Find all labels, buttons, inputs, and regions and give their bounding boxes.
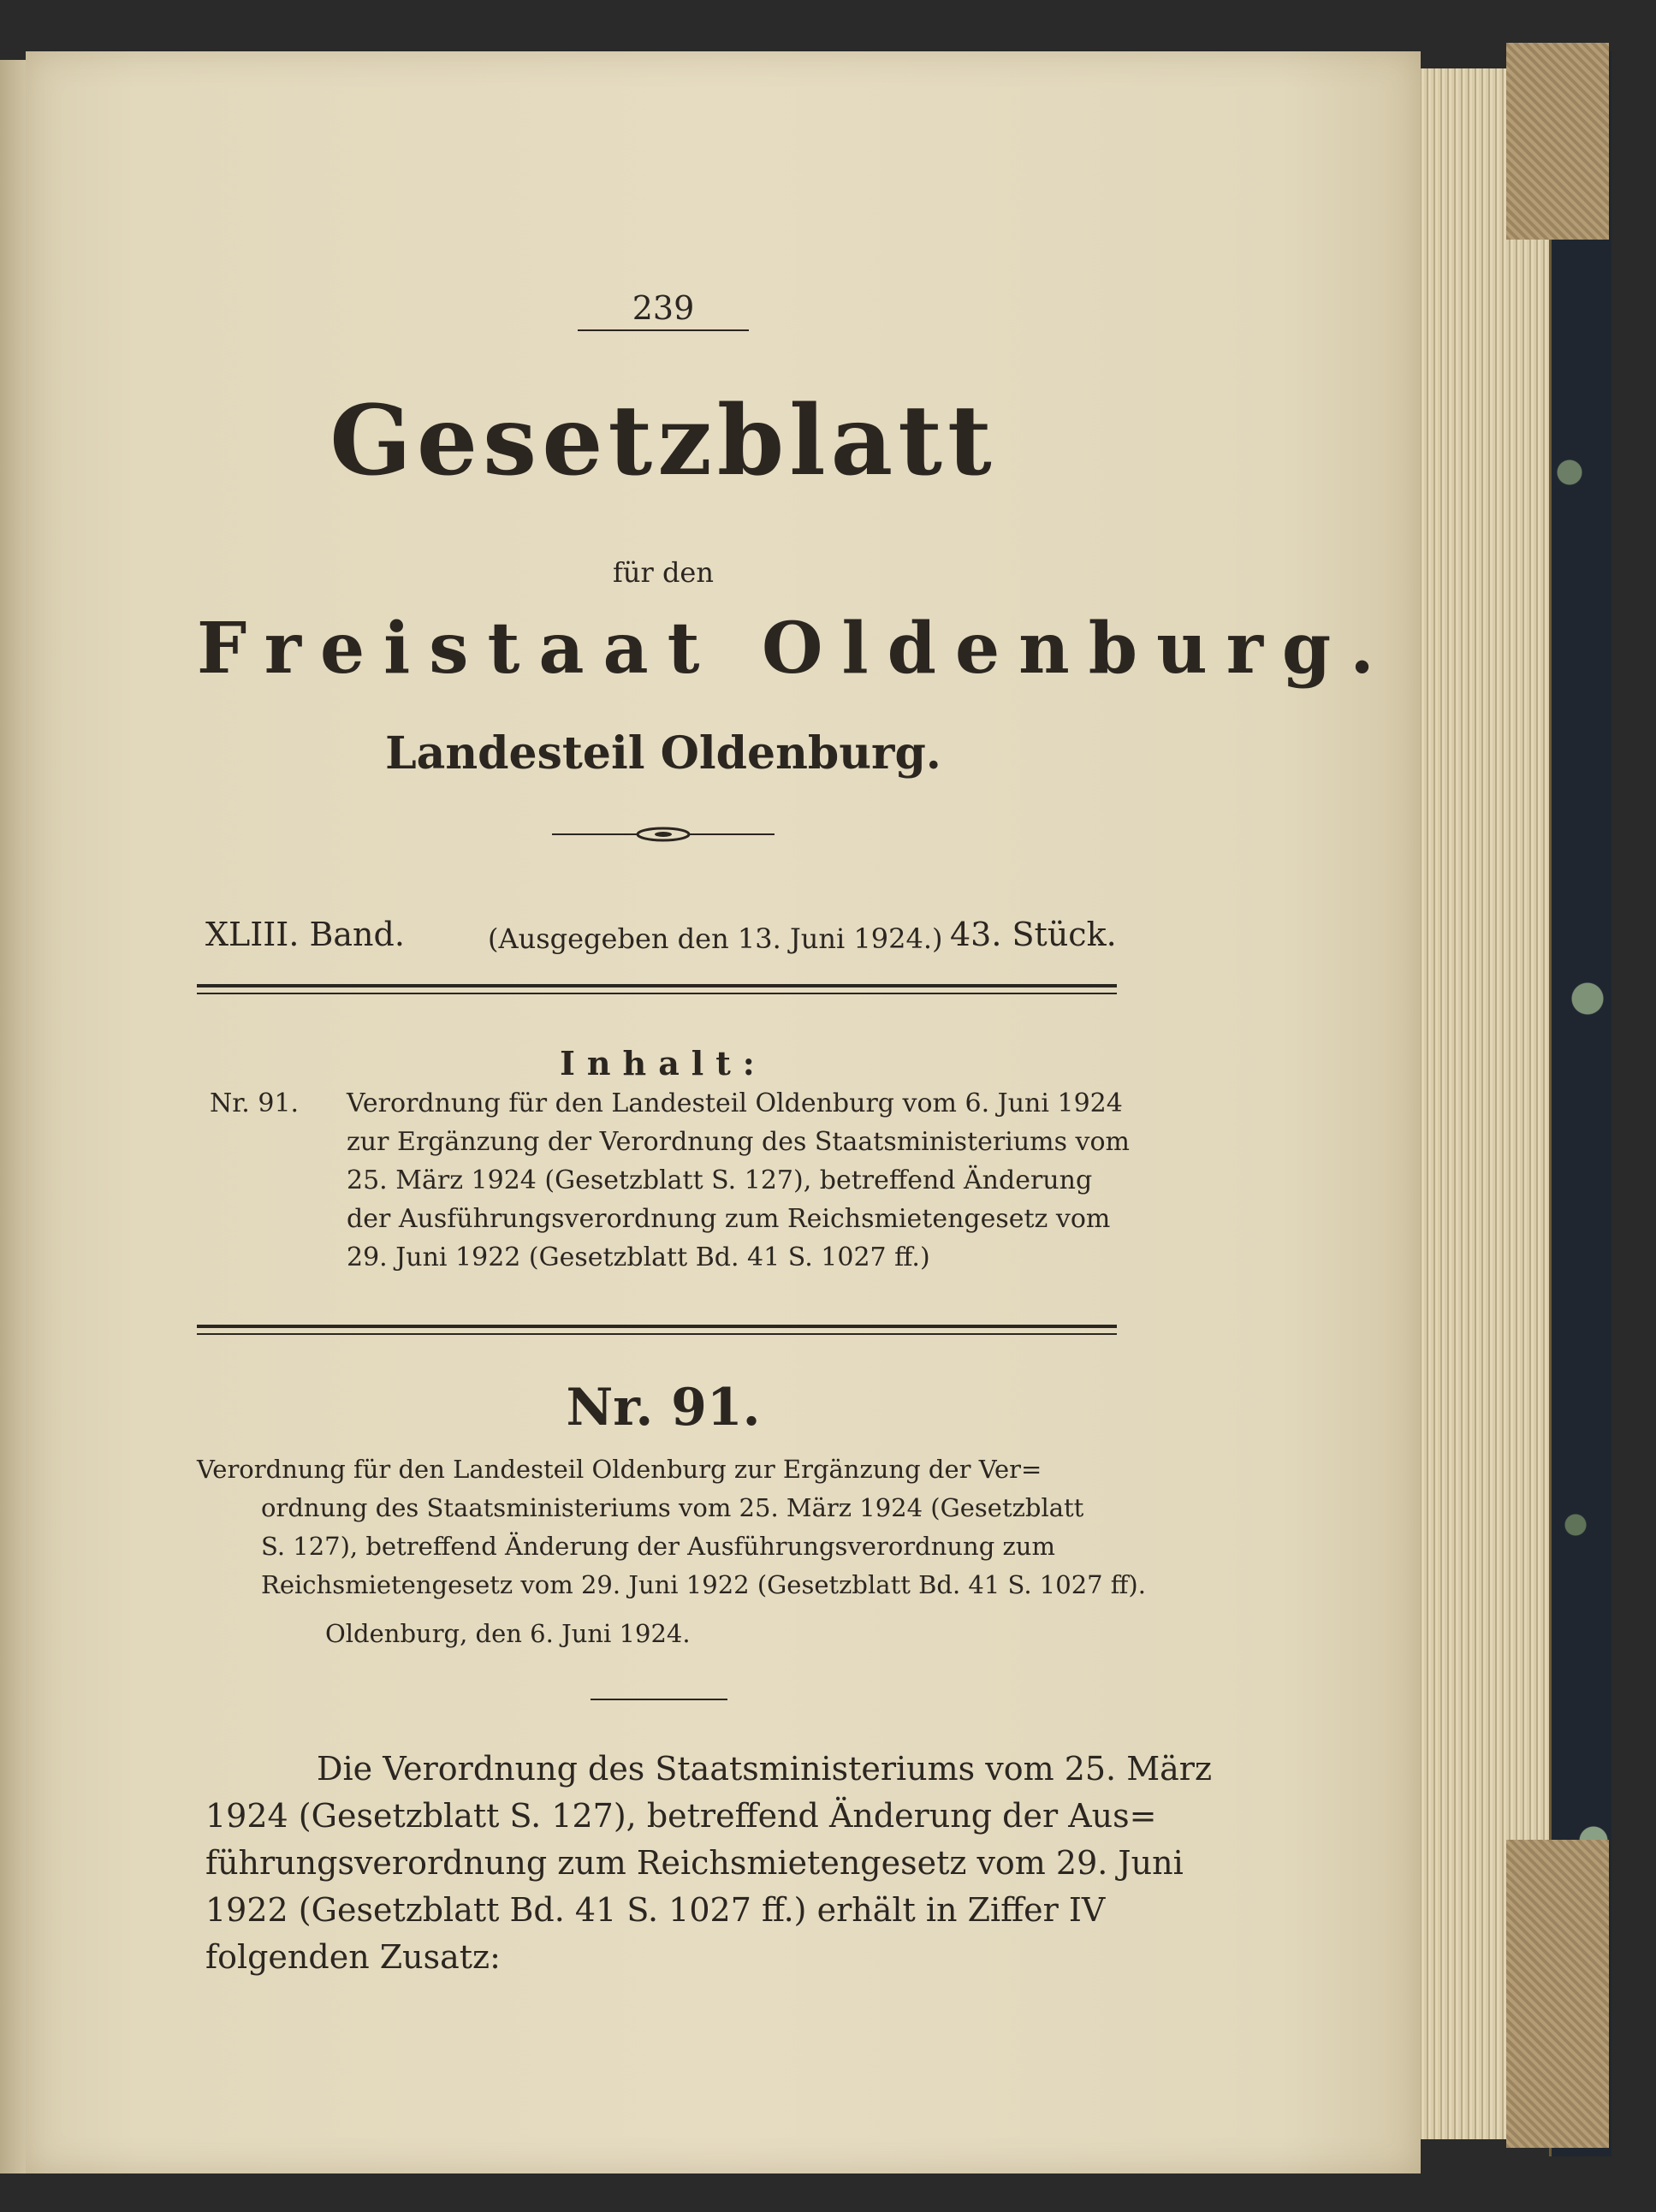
rule-mid-thin	[197, 1333, 1117, 1335]
document-page	[26, 51, 1421, 2173]
masthead-region: Landesteil Oldenburg.	[385, 727, 941, 780]
ordinance-title-line: Reichsmietengesetz vom 29. Juni 1922 (Gesetzblatt Bd. 41 S. 1027 ff).	[261, 1570, 1146, 1599]
issue-date: (Ausgegeben den 13. Juni 1924.)	[488, 922, 943, 955]
body-line: führungsverordnung zum Reichsmietengesetz vom 29. Juni	[205, 1844, 1184, 1882]
rule-top-thin	[197, 993, 1117, 994]
issue-part: 43. Stück.	[950, 916, 1117, 953]
contents-line: 29. Juni 1922 (Gesetzblatt Bd. 41 S. 1027 ff.)	[347, 1242, 930, 1272]
ordinance-heading: Nr. 91.	[566, 1378, 761, 1438]
issue-volume: XLIII. Band.	[205, 916, 405, 953]
ordinance-title-line: Verordnung für den Landesteil Oldenburg zur Ergänzung der Ver=	[197, 1455, 1042, 1484]
cover-corner-bottom	[1506, 1840, 1609, 2148]
body-line: folgenden Zusatz:	[205, 1938, 501, 1976]
ordinance-title-line: S. 127), betreffend Änderung der Ausführungsverordnung zum	[261, 1532, 1055, 1561]
page-block-edge	[1404, 68, 1558, 2139]
ornament-divider	[552, 821, 775, 847]
rule-mid-thick	[197, 1325, 1117, 1328]
cover-corner-top	[1506, 43, 1609, 240]
contents-heading: Inhalt:	[560, 1044, 767, 1082]
masthead-state: Freistaat Oldenburg.	[197, 608, 1393, 690]
body-line: Die Verordnung des Staatsministeriums vom 25. März	[317, 1750, 1212, 1788]
body-line: 1924 (Gesetzblatt S. 127), betreffend Änderung der Aus=	[205, 1797, 1157, 1835]
contents-line: zur Ergänzung der Verordnung des Staatsministeriums vom	[347, 1127, 1130, 1157]
contents-number: Nr. 91.	[210, 1088, 300, 1118]
masthead-for-the: für den	[613, 556, 714, 589]
masthead-title: Gesetzblatt	[329, 385, 997, 497]
ordinance-place-date: Oldenburg, den 6. Juni 1924.	[325, 1619, 691, 1648]
body-line: 1922 (Gesetzblatt Bd. 41 S. 1027 ff.) erhält in Ziffer IV	[205, 1891, 1106, 1929]
contents-line: Verordnung für den Landesteil Oldenburg vom 6. Juni 1924	[347, 1088, 1123, 1118]
page-number-rule	[578, 329, 749, 331]
contents-line: der Ausführungsverordnung zum Reichsmietengesetz vom	[347, 1204, 1111, 1234]
ordinance-title-line: ordnung des Staatsministeriums vom 25. März 1924 (Gesetzblatt	[261, 1493, 1084, 1522]
contents-line: 25. März 1924 (Gesetzblatt S. 127), betreffend Änderung	[347, 1165, 1093, 1195]
rule-top-thick	[197, 984, 1117, 987]
section-divider	[591, 1699, 727, 1700]
page-number: 239	[632, 289, 695, 327]
